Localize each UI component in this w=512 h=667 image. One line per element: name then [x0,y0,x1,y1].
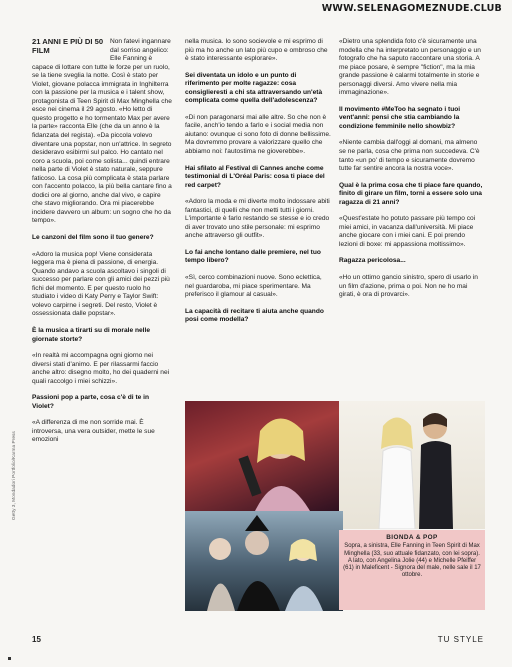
answer: «Adoro la moda e mi diverte molto indossare abiti fantastici, di quelli che non metti tutti i giorni. L'importante è farlo restando se stesse e io credo di aver trovato uno stile personale: mi esprimo anche attraverso gli outfit». [185,198,330,240]
article-column-2 [185,38,331,333]
answer: «Niente cambia dall'oggi al domani, ma almeno se ne parla, cosa che prima non succedeva. C'è tanto «un po' di tempo e sicuramente dovremo tutte far sentire ancora la nostra voce». [339,139,480,173]
answer: «Di non paragonarsi mai alle altre. So che non è facile, anch'io tendo a farlo e i social media non aiutano: ovunque ci sono foto di donne bellissime. Ma dovremmo provare a valorizzare quello che abbiamo noi: l'autostima ne gioverebbe». [185,113,331,156]
question: Hai sfilato al Festival di Cannes anche come testimonial di L'Oréal Paris: cosa ti piace del red carpet? [185,164,325,189]
magazine-name: TU STYLE [437,635,484,644]
photo-caption-box [339,530,485,610]
photo-credit: Getty 3, Mondadori Portfolio/Karma Press [12,431,17,520]
singer-illustration [185,401,343,511]
photo-singer-stage [185,401,343,511]
question: Ragazza pericolosa... [339,257,406,265]
question: Il movimento #MeToo ha segnato i tuoi vent'anni: pensi che stia cambiando la condizione femminile nello showbiz? [339,105,461,130]
question: Passioni pop a parte, cosa c'è di te in Violet? [32,394,149,410]
question: Qual è la prima cosa che ti piace fare quando, finito di girare un film, torni a essere solo una ragazza di 21 anni? [339,181,483,206]
answer: «Quest'estate ho potuto passare più tempo coi miei amici, in vacanza dall'università. Mi piace anche giocare con i miei cani. E poi prendo lezioni di boxe: mi appassiona moltissimo». [339,215,476,248]
caption-title: BIONDA & POP [386,534,438,541]
answer-continued: nella musica. Io sono socievole e mi esprimo di più ma ho anche un lato più cupo e ombroso che è stato interessante esplorare». [185,38,328,63]
corner-mark [8,657,11,660]
answer: «Adoro la musica pop! Viene considerata leggera ma è piena di passione, di energia. Quando andavo a scuola ascoltavo i singoli di successo per parlare con gli amici dei pezzi più fichi del momento. E per questo ruolo ho studiato i video di Katy Perry e Taylor Swift: volevo carpirne i segreti. Del resto, Violet è ossessionata dalle popstar». [32,250,170,318]
couple-illustration [339,401,485,529]
site-watermark: WWW.SELENAGOMEZNUDE.CLUB [321,3,502,14]
answer-continued: «Dietro una splendida foto c'è sicuramente una modella che ha interpretato un personaggio e un fotografo che ha saputo raccontare una storia. A me piace posare, è sempre "fiction", ma la mia grande passione è calarmi totalmente in storie e personaggi diversi. Amo vivere nella mia immaginazione». [339,38,481,97]
article-column-1 [32,38,172,453]
photo-couple [339,401,485,529]
answer: «Ho un ottimo gancio sinistro, spero di usarlo in un film d'azione, prima o poi. Non ne ho mai girati, è ora di provarci». [339,274,478,299]
caption-text: Sopra, a sinistra, Elle Fanning in Teen Spirit di Max Minghella (33, suo attuale fidanzato, con lei sopra). A lato, con Angelina Jolie (44) e Michelle Pfeiffer (61) in Maleficent - Signora del male, nelle sale il 17 ottobre. [343,543,481,579]
article-column-3 [339,38,485,308]
question: La capacità di recitare ti aiuta anche quando posi come modella? [185,307,324,324]
question: Sei diventata un idolo e un punto di riferimento per molte ragazze: cosa consiglieresti a chi sta attraversando un'età complicata come quella dell'adolescenza? [185,71,323,105]
photo-film-still [185,511,343,611]
page-number: 15 [32,635,41,644]
question: È la musica a tirarti su di morale nelle giornate storte? [32,326,151,343]
question: Lo fai anche lontano dalle premiere, nel tuo tempo libero? [185,248,321,265]
answer: «In realtà mi accompagna ogni giorno nei diversi stati d'animo. E per rilassarmi faccio anche altro: disegno molto, ho dei quaderni nei quali raccolgo i miei schizzi». [32,352,170,385]
intro-paragraph: Non fatevi ingannare dal sorriso angelico: Elle Fanning è capace di lottare con tutte le forze per un ruolo, se la tiene sveglia la notte. Così è stato per Violet, giovane polacca immigrata in Inghilterra con la passione per la musica e i talent show, protagonista di Teen Spirit di Max Minghella che esce nei cinema il 29 agosto. «Ho letto di questo progetto e ho tormentato Max per avere la parte» racconta Elle (che da un anno è la fidanzata del regista). «Da piccola volevo diventare una popstar, non un'attrice. In segreto desideravo esibirmi sul palco. Ho cantato nel coro a scuola, poi come solista... quindi entrare nella parte di Violet è stato naturale, seppure faticoso. La cosa più complicata è stata parlare con l'accento polacco, la più bella cantare fino a dodici ore al giorno, anche dal vivo, e capire che stavo migliorando. Ora mi piacerebbe incidere davvero un album: un sogno che ho da tempo». [32,38,172,225]
lead-title: 21 ANNI E PIÙ DI 50 FILM [32,37,104,55]
question: Le canzoni del film sono il tuo genere? [32,234,154,242]
film-illustration [185,511,343,611]
answer: «A differenza di me non sorride mai. È introversa, una vera outsider, mette le sue emozioni [32,419,155,444]
answer: «Sì, cerco combinazioni nuove. Sono eclettica, nel guardaroba, mi piace sperimentare. Ma preferisco il glamour al casual». [185,274,322,299]
